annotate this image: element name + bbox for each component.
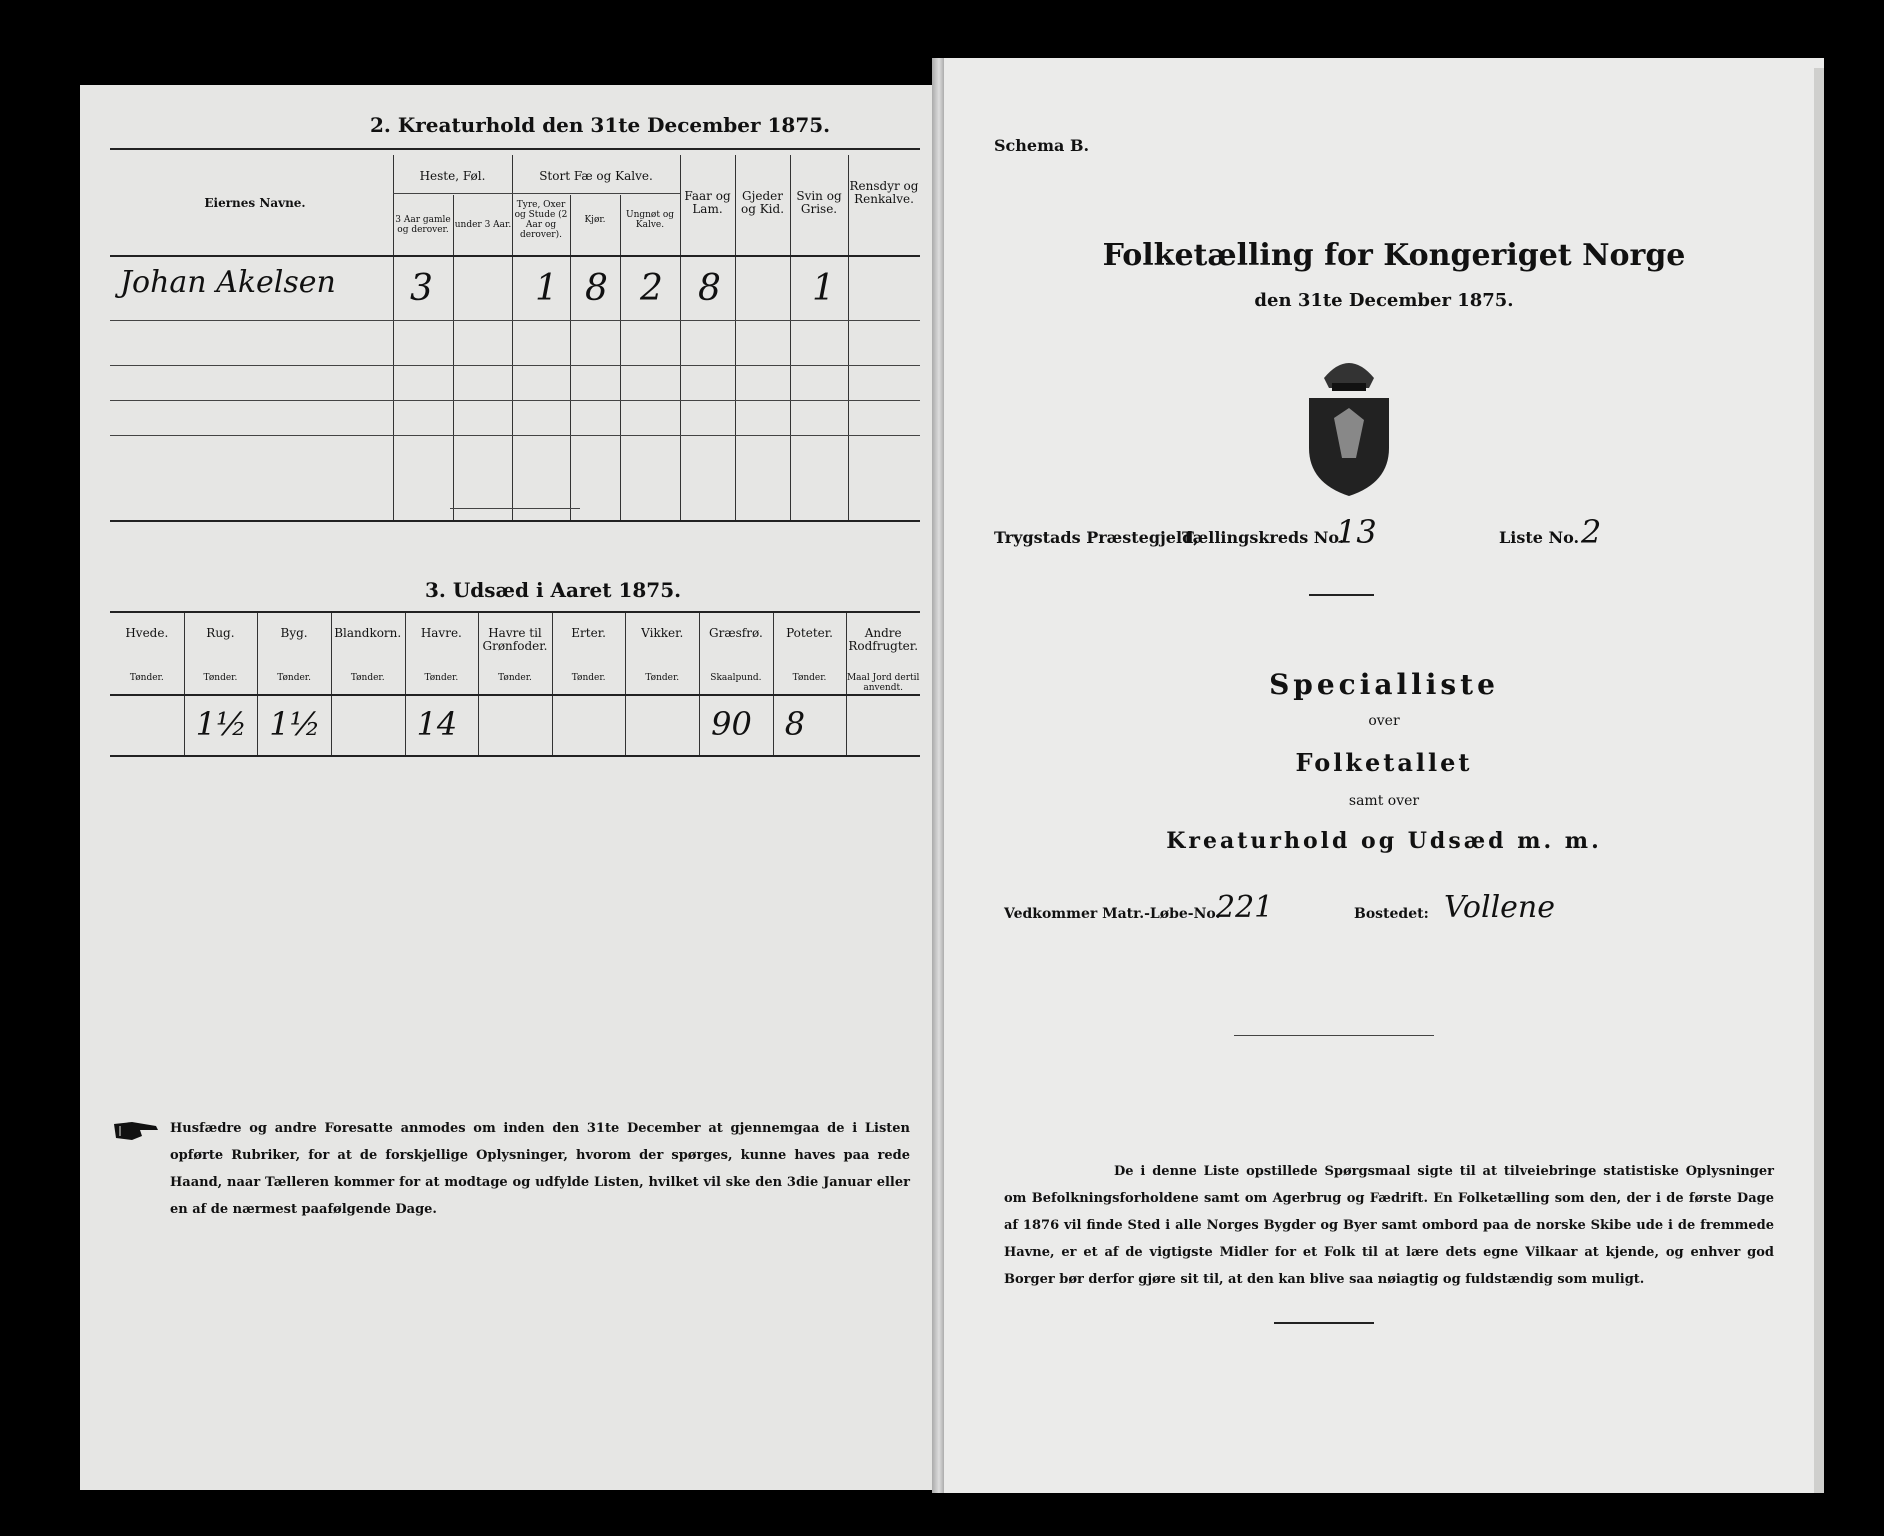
crop-unit: Skaalpund. — [710, 673, 762, 683]
crop-value: 1½ — [195, 705, 247, 743]
parish-label: Trygstads Præstegjeld, — [994, 528, 1199, 547]
crop-unit: Tønder. — [645, 673, 680, 683]
crop-header: Byg. — [280, 626, 308, 640]
crop-header: Havre. — [420, 626, 462, 640]
over-label: over — [1368, 713, 1400, 729]
reindeer-header: Rensdyr og Renkalve. — [849, 179, 919, 206]
crop-value: 8 — [784, 705, 806, 743]
t2-header-rule — [110, 255, 920, 257]
instruction-note: Husfædre og andre Foresatte anmodes om inden den 31te December at gjennemgaa de i Listen opførte Rubriker, for at de forskjellige Oplysninger, hvorom der spørges, kunne haves paa rede Haand, naar Tælleren kommer for at modtage og udfylde Listen, hvilket vil ske den 3die Januar eller en af de nærmest paafølgende Dage. — [170, 1121, 910, 1217]
crop-header: Poteter. — [786, 626, 833, 640]
horse-sub2: under 3 Aar. — [454, 220, 512, 230]
horse-header: Heste, Føl. — [419, 169, 486, 183]
t2-col-line — [453, 195, 454, 520]
horse-sub1: 3 Aar gamle og derover. — [395, 215, 451, 235]
table3-top-rule — [110, 611, 920, 613]
t2-sub-rule — [393, 193, 680, 194]
table3-header-rule — [110, 694, 920, 696]
list-number: 2 — [1581, 513, 1602, 551]
t2-col-line — [848, 155, 849, 520]
separator-rule — [450, 508, 580, 509]
specialliste-heading: Specialliste — [1269, 668, 1499, 701]
right-page — [944, 58, 1824, 1493]
folketallet-heading: Folketallet — [1295, 748, 1473, 777]
young-cattle-value: 2 — [640, 268, 663, 309]
t2-col-line — [393, 155, 394, 520]
t2-row-rule — [110, 365, 920, 366]
sheep-value: 8 — [698, 268, 721, 309]
crop-header: Vikker. — [641, 626, 684, 640]
pigs-value: 1 — [812, 268, 835, 309]
t2-row-rule — [110, 400, 920, 401]
table2-top-rule — [110, 148, 920, 150]
intro-paragraph: De i denne Liste opstillede Spørgsmaal sigte til at tilveiebringe statistiske Oplysninger om Befolkningsforholdene samt om Agerbrug og Fædrift. En Folketælling som den, der i de første Dage af 1876 vil finde Sted i alle Norges Bygder og Byer samt ombord paa de norske Skibe ude i de fremmede Havne, er et af de vigtigste Midler for et Folk til at lære dets egne Vilkaar at kjende, og enhver god Borger bør derfor gjøre sit til, at den kan blive saa nøiagtig og fuldstændig som muligt. — [1004, 1164, 1774, 1287]
table3-bottom-rule — [110, 755, 920, 757]
cattle-sub1: Tyre, Oxer og Stude (2 Aar og derover). — [514, 200, 568, 240]
matr-number: 221 — [1216, 890, 1274, 925]
district-label: Tællingskreds No. — [1182, 528, 1345, 547]
cattle-sub3: Ungnøt og Kalve. — [625, 210, 674, 230]
cattle-sub2: Kjør. — [584, 215, 606, 225]
goat-header: Gjeder og Kid. — [740, 189, 785, 216]
census-date: den 31te December 1875. — [1254, 290, 1514, 311]
crop-unit: Tønder. — [498, 673, 532, 683]
kreaturhold-heading: Kreaturhold og Udsæd m. m. — [1166, 828, 1602, 854]
crop-value: 14 — [416, 705, 458, 743]
section2-title: 2. Kreaturhold den 31te December 1875. — [370, 113, 831, 137]
cattle-header: Stort Fæ og Kalve. — [539, 169, 653, 183]
cows-value: 8 — [585, 268, 608, 309]
left-page — [80, 85, 942, 1490]
crop-unit: Tønder. — [571, 673, 606, 683]
schema-label: Schema B. — [994, 136, 1090, 155]
census-title: Folketælling for Kongeriget Norge — [1102, 238, 1686, 273]
crop-header: Andre Rodfrugter. — [848, 626, 919, 653]
crop-header: Blandkorn. — [334, 626, 402, 640]
t2-row-rule — [110, 435, 920, 436]
sheep-header: Faar og Lam. — [684, 189, 731, 216]
bostedet-label: Bostedet: — [1354, 906, 1429, 922]
page-edge — [1814, 68, 1824, 1493]
pig-header: Svin og Grise. — [796, 189, 842, 216]
t2-row-rule — [110, 320, 920, 321]
crop-unit: Tønder. — [203, 673, 238, 683]
separator-rule — [1309, 594, 1374, 596]
owner-name: Johan Akelsen — [120, 265, 336, 300]
crop-unit: Tønder. — [350, 673, 385, 683]
crop-unit: Tønder. — [277, 673, 311, 683]
crop-value: 1½ — [269, 705, 321, 743]
crop-unit: Tønder. — [424, 673, 459, 683]
bostedet-value: Vollene — [1444, 890, 1555, 925]
section3-title: 3. Udsæd i Aaret 1875. — [425, 578, 682, 602]
list-label: Liste No. — [1499, 528, 1580, 547]
matr-label: Vedkommer Matr.-Løbe-No. — [1004, 906, 1221, 922]
pointing-hand-icon — [112, 1120, 160, 1142]
crop-unit: Maal Jord dertil anvendt. — [846, 673, 920, 693]
samt-over-label: samt over — [1348, 793, 1420, 809]
crop-header: Hvede. — [125, 626, 169, 640]
coat-of-arms-icon — [1294, 348, 1404, 498]
separator-rule — [1234, 1035, 1434, 1036]
t2-col-line — [620, 195, 621, 520]
district-number: 13 — [1336, 513, 1377, 551]
crop-unit: Tønder. — [129, 673, 164, 683]
bulls-value: 1 — [535, 268, 558, 309]
owner-header: Eiernes Navne. — [204, 196, 306, 210]
crop-header: Erter. — [571, 626, 606, 640]
t2-col-line — [570, 195, 571, 520]
crop-header: Havre til Grønfoder. — [482, 626, 548, 653]
horse-old-value: 3 — [410, 268, 433, 309]
t2-bottom-rule — [110, 520, 920, 522]
crop-header: Rug. — [206, 626, 235, 640]
crop-value: 90 — [711, 705, 752, 743]
separator-rule — [1274, 1322, 1374, 1324]
crop-header: Græsfrø. — [709, 626, 763, 640]
crop-unit: Tønder. — [792, 673, 827, 683]
